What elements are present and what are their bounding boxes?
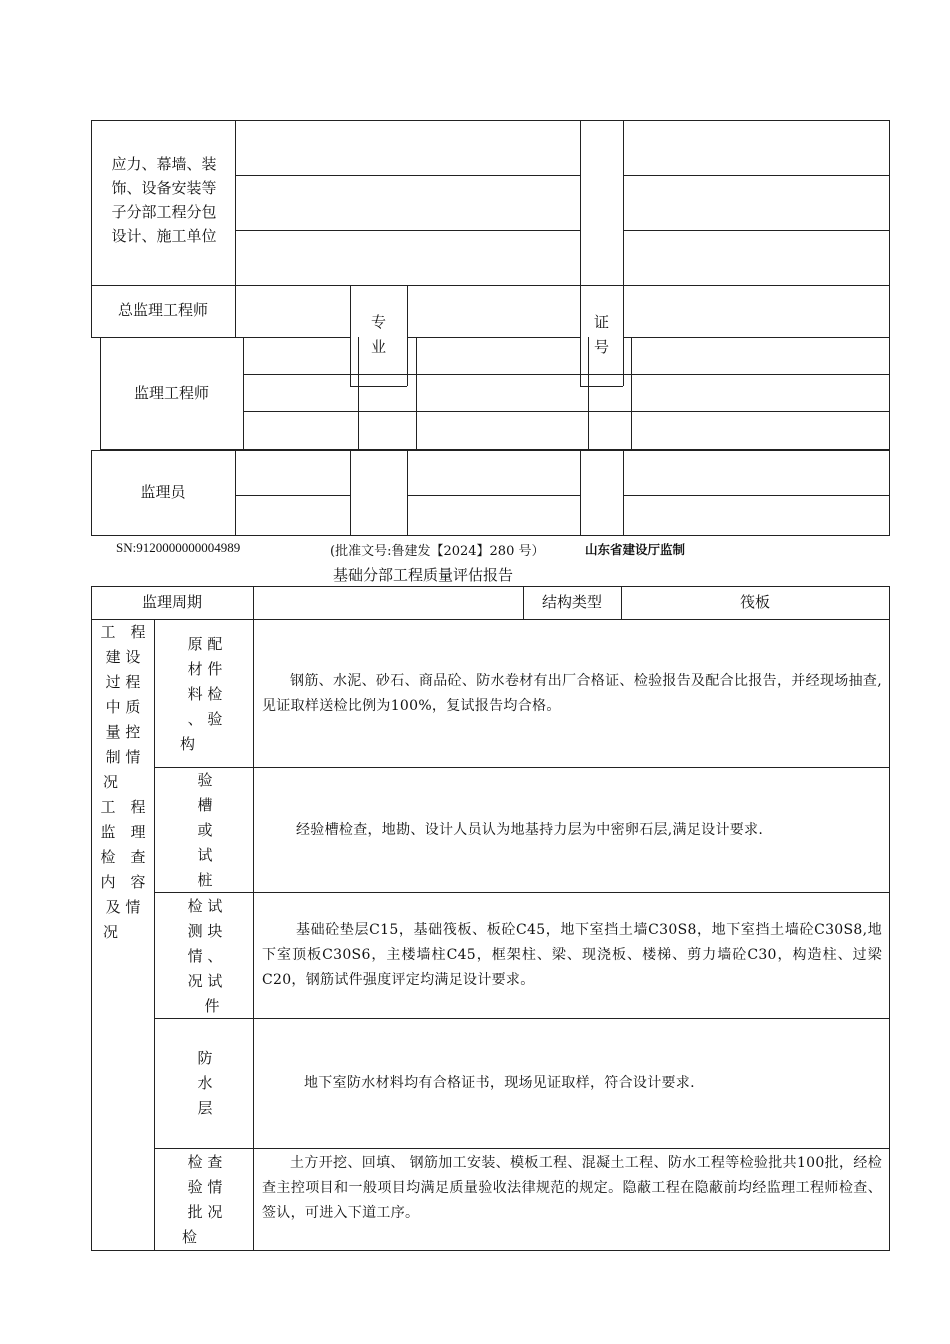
inspection-lots-content: 土方开挖、回填、 钢筋加工安装、模板工程、混凝土工程、防水工程等检验批共100批，经检查主控项目和一般项目均满足质量验收法律规范的规定。隐蔽工程在隐蔽前均经监理工程师检查、签认，可进入下道工序。 — [262, 1155, 882, 1221]
structure-type-label: 结构类型 — [541, 593, 602, 611]
trench-inspection-label: 验 槽 或 试 桩 — [197, 771, 213, 889]
certificate-label: 证 号 — [593, 313, 609, 356]
supervisor-label: 监理员 — [140, 483, 186, 501]
chief-supervisor-label: 总监理工程师 — [117, 301, 208, 319]
specimen-testing-label: 检 试 测 块 情 、 况 试 件 — [187, 897, 223, 1015]
raw-materials-content: 钢筋、水泥、砂石、商品砼、防水卷材有出厂合格证、检验报告及配合比报告，并经现场抽查,见证取样送检比例为100%，复试报告均合格。 — [262, 673, 882, 714]
period-label: 监理周期 — [141, 593, 202, 611]
supervising-engineer-label: 监理工程师 — [133, 384, 209, 402]
waterproofing-content: 地下室防水材料均有合格证书，现场见证取样，符合设计要求. — [304, 1075, 695, 1091]
trench-inspection-content: 经验槽检查，地勘、设计人员认为地基持力层为中密卵石层,满足设计要求. — [296, 822, 764, 838]
section-label: 工 程 建 设 过 程 中 质 量 控 制 情 况 工 程 监 理 检 查 内 容 及 情 况 — [100, 623, 146, 941]
serial-number: SN:9120000000004989 — [116, 540, 241, 555]
inspection-lots-label: 检 查 验 情 批 况 检 — [182, 1153, 223, 1246]
raw-materials-label: 原 配 材 件 料 检 、 验 构 — [180, 635, 223, 753]
waterproofing-label: 防 水 层 — [197, 1049, 213, 1117]
specimen-testing-content: 基础砼垫层C15，基础筏板、板砼C45，地下室挡土墙C30S8，地下室挡土墙砼C30S8,地下室顶板C30S6，主楼墙柱C45，框架柱、梁、现浇板、楼梯、剪力墙砼C30，构造柱、过梁C20，钢筋试件强度评定均满足设计要求。 — [262, 922, 882, 988]
approval-number: (批准文号:鲁建发【2024】280 号） — [330, 544, 545, 559]
report-title: 基础分部工程质量评估报告 — [332, 566, 513, 584]
specialty-label: 专 业 — [370, 313, 386, 356]
structure-type-value: 筏板 — [739, 593, 770, 611]
subcontract-unit-label: 应力、幕墙、装 饰、设备安装等 子分部工程分包 设计、施工单位 — [111, 155, 217, 245]
issuing-authority: 山东省建设厅监制 — [585, 542, 686, 557]
